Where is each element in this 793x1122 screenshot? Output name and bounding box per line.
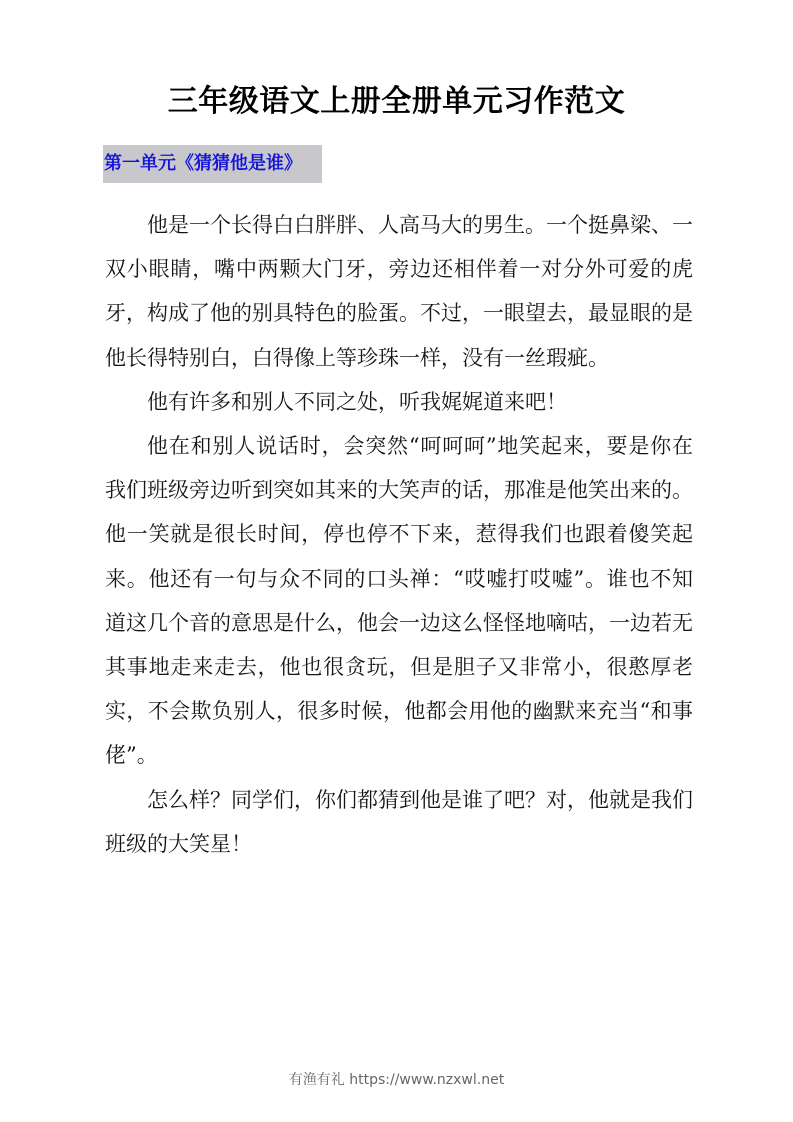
essay-paragraph: 他是一个长得白白胖胖、人高马大的男生。一个挺鼻梁、一双小眼睛，嘴中两颗大门牙，旁边还相伴着一对分外可爱的虎牙，构成了他的别具特色的脸蛋。不过，一眼望去，最显眼的是他长得特别白，白得像上等珍珠一样，没有一丝瑕疵。: [105, 213, 693, 370]
section-heading-unit-1: 第一单元《猜猜他是谁》: [103, 145, 322, 183]
essay-body: [105, 203, 693, 866]
essay-paragraph: 他在和别人说话时，会突然“呵呵呵”地笑起来，要是你在我们班级旁边听到突如其来的大笑声的话，那准是他笑出来的。他一笑就是很长时间，停也停不下来，惹得我们也跟着傻笑起来。他还有一句与众不同的口头禅：“哎嘘打哎嘘”。谁也不知道这几个音的意思是什么，他会一边这么怪怪地嘀咕，一边若无其事地走来走去，他也很贪玩，但是胆子又非常小，很憨厚老实，不会欺负别人，很多时候，他都会用他的幽默来充当“和事佬”。: [105, 434, 693, 768]
essay-paragraph: 他有许多和别人不同之处，听我娓娓道来吧！: [147, 389, 567, 414]
footer-watermark: 有渔有礼 https://www.nzxwl.net: [288, 1072, 505, 1088]
page-title: 三年级语文上册全册单元习作范文: [167, 84, 626, 119]
essay-paragraph: 怎么样？同学们，你们都猜到他是谁了吧？对，他就是我们班级的大笑星！: [105, 787, 693, 856]
